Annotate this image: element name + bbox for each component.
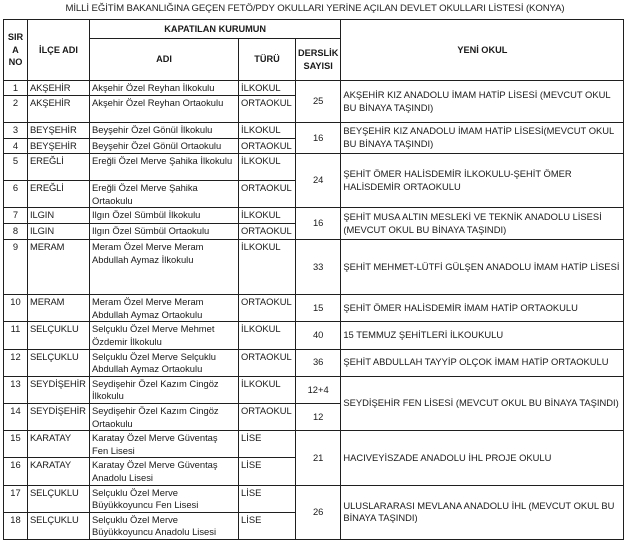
table-row — [4, 485, 624, 512]
row-derslik: 21 — [296, 431, 341, 485]
row-no: 2 — [4, 96, 28, 123]
row-turu: ORTAOKUL — [239, 349, 296, 376]
row-ilce: KARATAY — [28, 431, 90, 458]
row-turu: LİSE — [239, 431, 296, 458]
row-adi: Akşehir Özel Reyhan İlkokulu — [90, 81, 239, 96]
document-title: MİLLİ EĞİTİM BAKANLIĞINA GEÇEN FETÖ/PDY OKULLARI YERİNE AÇILAN DEVLET OKULLARI LİSTESİ (KONYA) — [65, 3, 565, 14]
row-derslik: 16 — [296, 208, 341, 240]
row-no: 5 — [4, 154, 28, 181]
row-no: 15 — [4, 431, 28, 458]
header-adi: ADI — [90, 39, 239, 81]
row-turu: ORTAOKUL — [239, 403, 296, 430]
row-turu: ORTAOKUL — [239, 181, 296, 208]
row-turu: ORTAOKUL — [239, 295, 296, 322]
table-row — [4, 208, 624, 224]
row-derslik: 25 — [296, 81, 341, 123]
row-adi: Ereğli Özel Merve Şahika Ortaokulu — [90, 181, 239, 208]
row-ilce: AKŞEHİR — [28, 81, 90, 96]
row-ilce: ILGIN — [28, 208, 90, 224]
header-sira-text: A — [12, 44, 19, 55]
row-ilce: AKŞEHİR — [28, 96, 90, 123]
row-yeni-okul: HACIVEYİSZADE ANADOLU İHL PROJE OKULU — [341, 431, 624, 485]
row-yeni-okul: ŞEHİT MEHMET-LÜTFİ GÜLŞEN ANADOLU İMAM HATİP LİSESİ — [341, 240, 624, 295]
table-row — [4, 295, 624, 322]
row-adi: Meram Özel Merve Meram Abdullah Aymaz Ortaokulu — [90, 295, 239, 322]
row-no: 14 — [4, 403, 28, 430]
row-adi: Meram Özel Merve Meram Abdullah Aymaz İlkokulu — [90, 240, 239, 295]
row-adi: Seydişehir Özel Kazım Cingöz Ortaokulu — [90, 403, 239, 430]
header-kapatilan-kurumun: KAPATILAN KURUMUN — [90, 20, 341, 39]
row-turu: LİSE — [239, 485, 296, 512]
row-derslik: 12 — [296, 403, 341, 430]
header-ilce-adi: İLÇE ADI — [28, 20, 90, 81]
row-turu: İLKOKUL — [239, 208, 296, 224]
row-no: 3 — [4, 123, 28, 139]
header-derslik-sayisi — [296, 39, 341, 81]
table-row — [4, 322, 624, 349]
row-derslik: 15 — [296, 295, 341, 322]
row-yeni-okul: AKŞEHİR KIZ ANADOLU İMAM HATİP LİSESİ (MEVCUT OKUL BU BİNAYA TAŞINDI) — [341, 81, 624, 123]
row-adi: Karatay Özel Merve Güventaş Fen Lisesi — [90, 431, 239, 458]
row-yeni-okul: BEYŞEHİR KIZ ANADOLU İMAM HATİP LİSESİ(MEVCUT OKUL BU BİNAYA TAŞINDI) — [341, 123, 624, 154]
row-adi: Selçuklu Özel Merve Mehmet Özdemir İlkokulu — [90, 322, 239, 349]
row-yeni-okul: SEYDİŞEHİR FEN LİSESİ (MEVCUT OKUL BU BİNAYA TAŞINDI) — [341, 376, 624, 430]
row-ilce: KARATAY — [28, 458, 90, 485]
row-derslik: 16 — [296, 123, 341, 154]
row-turu: ORTAOKUL — [239, 224, 296, 240]
header-sira-no — [4, 20, 28, 81]
row-turu: ORTAOKUL — [239, 139, 296, 154]
row-yeni-okul: ŞEHİT ÖMER HALİSDEMİR İMAM HATİP ORTAOKULU — [341, 295, 624, 322]
row-no: 8 — [4, 224, 28, 240]
row-yeni-okul: ULUSLARARASI MEVLANA ANADOLU İHL (MEVCUT OKUL BU BİNAYA TAŞINDI) — [341, 485, 624, 539]
table-row — [4, 123, 624, 139]
row-derslik: 12+4 — [296, 376, 341, 403]
row-ilce: SELÇUKLU — [28, 322, 90, 349]
row-ilce: SEYDİŞEHİR — [28, 403, 90, 430]
row-ilce: MERAM — [28, 240, 90, 295]
row-no: 7 — [4, 208, 28, 224]
header-sira-text: SIR — [7, 32, 24, 43]
row-no: 9 — [4, 240, 28, 295]
header-yeni-okul: YENİ OKUL — [341, 20, 624, 81]
row-turu: İLKOKUL — [239, 322, 296, 349]
row-no: 10 — [4, 295, 28, 322]
header-sira-text: NO — [8, 57, 23, 68]
row-no: 18 — [4, 512, 28, 539]
row-no: 1 — [4, 81, 28, 96]
row-adi: Karatay Özel Merve Güventaş Anadolu Lisesi — [90, 458, 239, 485]
row-ilce: SEYDİŞEHİR — [28, 376, 90, 403]
row-ilce: SELÇUKLU — [28, 512, 90, 539]
row-adi: Selçuklu Özel Merve Büyükkoyuncu Fen Lisesi — [90, 485, 239, 512]
row-yeni-okul: ŞEHİT MUSA ALTIN MESLEKİ VE TEKNİK ANADOLU LİSESİ (MEVCUT OKUL BU BİNAYA TAŞINDI) — [341, 208, 624, 240]
row-yeni-okul: ŞEHİT ABDULLAH TAYYİP OLÇOK İMAM HATİP ORTAOKULU — [341, 349, 624, 376]
row-turu: LİSE — [239, 512, 296, 539]
table-row — [4, 81, 624, 96]
row-turu: İLKOKUL — [239, 81, 296, 96]
row-adi: Ilgın Özel Sümbül İlkokulu — [90, 208, 239, 224]
row-turu: İLKOKUL — [239, 240, 296, 295]
row-ilce: BEYŞEHİR — [28, 123, 90, 139]
row-turu: İLKOKUL — [239, 154, 296, 181]
row-no: 13 — [4, 376, 28, 403]
row-ilce: SELÇUKLU — [28, 485, 90, 512]
row-turu: İLKOKUL — [239, 376, 296, 403]
row-derslik: 36 — [296, 349, 341, 376]
row-no: 4 — [4, 139, 28, 154]
row-ilce: SELÇUKLU — [28, 349, 90, 376]
table-row — [4, 376, 624, 403]
row-yeni-okul: 15 TEMMUZ ŞEHİTLERİ İLKOUKULU — [341, 322, 624, 349]
row-turu: ORTAOKUL — [239, 96, 296, 123]
row-ilce: BEYŞEHİR — [28, 139, 90, 154]
row-turu: LİSE — [239, 458, 296, 485]
row-derslik: 40 — [296, 322, 341, 349]
row-derslik: 33 — [296, 240, 341, 295]
row-adi: Selçuklu Özel Merve Selçuklu Abdullah Aymaz Ortaokulu — [90, 349, 239, 376]
row-ilce: EREĞLİ — [28, 181, 90, 208]
row-derslik: 26 — [296, 485, 341, 539]
table-row — [4, 154, 624, 181]
row-adi: Ilgın Özel Sümbül Ortaokulu — [90, 224, 239, 240]
header-derslik-text: DERSLİK — [298, 47, 339, 58]
schools-table — [3, 19, 624, 540]
row-yeni-okul: ŞEHİT ÖMER HALİSDEMİR İLKOKULU-ŞEHİT ÖMER HALİSDEMİR ORTAOKULU — [341, 154, 624, 208]
row-no: 6 — [4, 181, 28, 208]
row-no: 11 — [4, 322, 28, 349]
row-derslik: 24 — [296, 154, 341, 208]
row-adi: Seydişehir Özel Kazım Cingöz İlkokulu — [90, 376, 239, 403]
row-adi: Beyşehir Özel Gönül İlkokulu — [90, 123, 239, 139]
row-adi: Selçuklu Özel Merve Büyükkoyuncu Anadolu Lisesi — [90, 512, 239, 539]
row-adi: Beyşehir Özel Gönül Ortaokulu — [90, 139, 239, 154]
row-adi: Akşehir Özel Reyhan Ortaokulu — [90, 96, 239, 123]
row-ilce: ILGIN — [28, 224, 90, 240]
row-no: 12 — [4, 349, 28, 376]
table-row — [4, 240, 624, 295]
row-ilce: EREĞLİ — [28, 154, 90, 181]
header-derslik-text: SAYISI — [303, 60, 333, 71]
table-row — [4, 349, 624, 376]
row-turu: İLKOKUL — [239, 123, 296, 139]
row-no: 17 — [4, 485, 28, 512]
row-ilce: MERAM — [28, 295, 90, 322]
row-adi: Ereğli Özel Merve Şahika İlkokulu — [90, 154, 239, 181]
row-no: 16 — [4, 458, 28, 485]
header-turu: TÜRÜ — [239, 39, 296, 81]
table-row — [4, 431, 624, 458]
